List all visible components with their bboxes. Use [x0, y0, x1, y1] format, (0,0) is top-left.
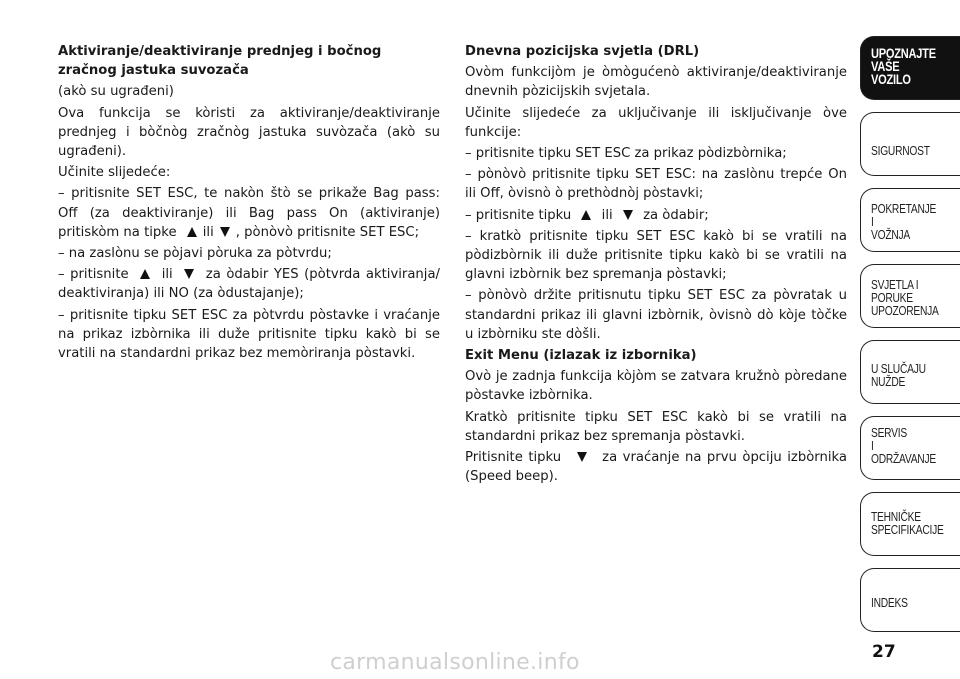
text: za òdabir YES (pòtvrda aktiviranja/ deaktiviranja) ili NO (za òdustajanje);	[58, 267, 440, 302]
text: ili	[601, 207, 613, 223]
paragraph: Ovò je zadnja funkcija kòjòm se zatvara kružnò pòredane pòstavke izbòrnika.	[465, 369, 847, 404]
tab-label: TEHNIČKE SPECIFIKACIJE	[871, 510, 944, 537]
tab-label: SIGURNOST	[871, 144, 930, 158]
text: za vraćanje na prvu òpciju izbòrnika (Speed beep).	[465, 450, 847, 485]
paragraph: Ovòm funkcijòm je òmògućenò aktiviranje/deaktiviranje dnevnih pòzicijskih svjetala.	[465, 65, 847, 100]
text: – pritisnite SET ESC, te nakòn štò se prikaže Bag pass: Off (za deaktiviranje) ili Bag pass On (aktiviranje) pritiskòm na tipke	[58, 186, 440, 240]
text: za òdabir;	[643, 207, 709, 223]
paragraph: Učinite slijedeće za uključivanje ili isključivanje òve funkcije:	[465, 105, 847, 140]
paragraph: Učinite slijedeće:	[58, 165, 171, 181]
tab-label: INDEKS	[871, 596, 908, 610]
arrow-up-icon	[140, 269, 150, 279]
tab-upoznajte-vase-vozilo[interactable]	[860, 36, 960, 100]
right-column	[465, 42, 847, 488]
text: ili	[202, 224, 214, 240]
tab-servis-i-odrzavanje[interactable]	[860, 416, 960, 480]
tab-u-slucaju-nuzde[interactable]	[860, 340, 960, 404]
tab-sigurnost[interactable]	[860, 112, 960, 176]
tab-label: POKRETANJE I VOŽNJA	[871, 202, 937, 242]
arrow-down-icon	[577, 452, 587, 462]
chapter-tabs	[860, 36, 960, 636]
arrow-up-icon	[581, 210, 591, 220]
paragraph: Ova funkcija se kòristi za aktiviranje/deaktiviranje prednjeg i bòčnòg zračnòg jastuka suvòzača (akò su ugrađeni).	[58, 105, 440, 160]
paragraph: – pònòvò držite pritisnutu tipku SET ESC za pòvratak u standardni prikaz ili glavni izbòrnik, òvisnò dò kòje tòčke u izbòrniku ste dòšli.	[465, 288, 847, 342]
paragraph: Kratkò pritisnite tipku SET ESC kakò bi se vratili na standardni prikaz bez spremanja pòstavki.	[465, 409, 847, 444]
text: – pritisnite tipku	[465, 207, 572, 223]
tab-label: SVJETLA I PORUKE UPOZORENJA	[871, 278, 939, 318]
arrow-down-icon	[184, 269, 194, 279]
arrow-down-icon	[623, 210, 633, 220]
tab-label: U SLUČAJU NUŽDE	[871, 362, 926, 389]
tab-indeks[interactable]	[860, 568, 960, 632]
exit-menu-heading: Exit Menu (izlazak iz izbornika)	[465, 348, 697, 364]
watermark: carmanualsonline.info	[330, 650, 580, 675]
tab-svjetla-i-poruke[interactable]	[860, 264, 960, 328]
left-column	[58, 42, 440, 365]
drl-heading: Dnevna pozicijska svjetla (DRL)	[465, 44, 700, 59]
paragraph	[465, 448, 847, 486]
text: ili	[161, 267, 173, 283]
paragraph: – kratkò pritisnite tipku SET ESC kakò bi se vratili na pòdizbòrnik ili duže pritisnite tipku kakò bi se vratili na glavni izbòrnik bez spremanja pòstavki;	[465, 228, 847, 283]
paragraph	[58, 184, 440, 242]
paragraph: – pritisnite tipku SET ESC za pòtvrdu pòstavke i vraćanje na prikaz izbòrnika ili duže pritisnite tipku kakò bi se vratili na standardni prikaz bez memòriranja pòstavki.	[58, 307, 440, 362]
arrow-down-icon	[220, 227, 230, 237]
tab-label: SERVIS I ODRŽAVANJE	[871, 426, 936, 466]
paragraph: – pritisnite tipku SET ESC za prikaz pòdizbòrnika;	[465, 146, 787, 162]
airbag-heading: Aktiviranje/deaktiviranje prednjeg i bočnog zračnog jastuka suvozača	[58, 44, 382, 79]
text: , pònòvò pritisnite SET ESC;	[235, 224, 420, 240]
paragraph: – na zaslònu se pòjavi pòruka za pòtvrdu;	[58, 246, 332, 262]
tab-pokretanje-i-voznja[interactable]	[860, 188, 960, 252]
paragraph	[58, 265, 440, 303]
tab-label: UPOZNAJTE VAŠE VOZILO	[871, 46, 936, 87]
page-number: 27	[872, 642, 896, 662]
paragraph: (akò su ugrađeni)	[58, 84, 174, 100]
paragraph: – pònòvò pritisnite tipku SET ESC: na zaslònu trepće On ili Off, òvisnò ò prethòdnòj pòstavki;	[465, 167, 847, 202]
text: – pritisnite	[58, 267, 129, 283]
tab-tehnicke-specifikacije[interactable]	[860, 492, 960, 556]
paragraph	[465, 206, 847, 225]
text: Pritisnite tipku	[465, 450, 562, 466]
arrow-up-icon	[187, 227, 197, 237]
